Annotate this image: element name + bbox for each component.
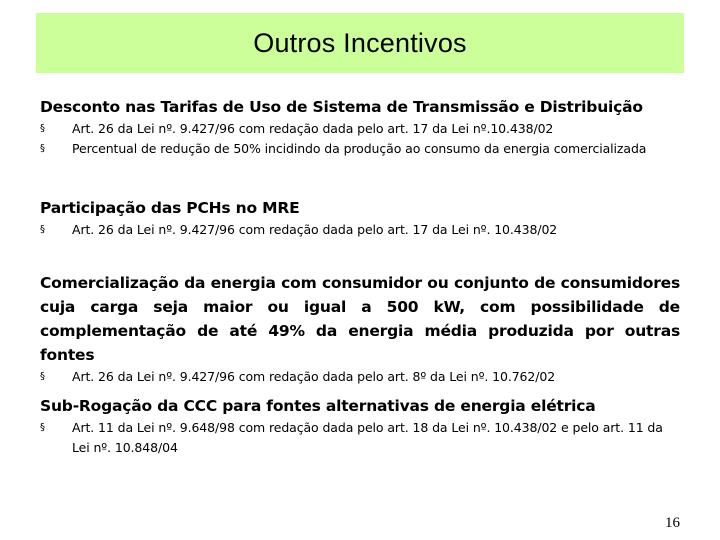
bullet-text: Percentual de redução de 50% incidindo da produção ao consumo da energia comercializada	[72, 141, 647, 156]
bullet-list	[40, 367, 680, 387]
section-participacao-mre	[40, 196, 680, 240]
slide-title: Outros Incentivos	[253, 27, 467, 58]
page-number: 16	[665, 515, 680, 531]
section-heading: Comercialização da energia com consumidor ou conjunto de consumidores cuja carga seja maior ou igual a 500 kW, com possibilidade de complementação de até 49% da energia média produzida por outras fontes	[40, 274, 680, 364]
bullet-text: Art. 26 da Lei nº. 9.427/96 com redação dada pelo art. 17 da Lei nº.10.438/02	[72, 121, 554, 136]
bullet-icon: §	[40, 422, 45, 433]
section-comercializacao	[40, 271, 680, 387]
title-banner	[36, 13, 684, 73]
section-heading: Sub-Rogação da CCC para fontes alternativas de energia elétrica	[40, 397, 596, 415]
bullet-list	[40, 119, 680, 159]
list-item	[40, 139, 680, 159]
bullet-icon: §	[40, 371, 45, 382]
section-sub-rogacao	[40, 394, 680, 458]
bullet-text: Art. 11 da Lei nº. 9.648/98 com redação dada pelo art. 18 da Lei nº. 10.438/02 e pelo art. 11 da Lei nº. 10.848/04	[72, 420, 663, 455]
bullet-list	[40, 220, 680, 240]
section-heading: Desconto nas Tarifas de Uso de Sistema de Transmissão e Distribuição	[40, 98, 643, 116]
list-item	[40, 367, 680, 387]
bullet-icon: §	[40, 123, 45, 134]
bullet-icon: §	[40, 143, 45, 154]
list-item	[40, 220, 680, 240]
bullet-icon: §	[40, 224, 45, 235]
list-item	[40, 119, 680, 139]
bullet-list	[40, 418, 680, 458]
bullet-text: Art. 26 da Lei nº. 9.427/96 com redação dada pelo art. 8º da Lei nº. 10.762/02	[72, 369, 556, 384]
section-heading: Participação das PCHs no MRE	[40, 199, 300, 217]
list-item	[40, 418, 680, 458]
section-desconto-tarifas	[40, 95, 680, 159]
bullet-text: Art. 26 da Lei nº. 9.427/96 com redação dada pelo art. 17 da Lei nº. 10.438/02	[72, 222, 558, 237]
